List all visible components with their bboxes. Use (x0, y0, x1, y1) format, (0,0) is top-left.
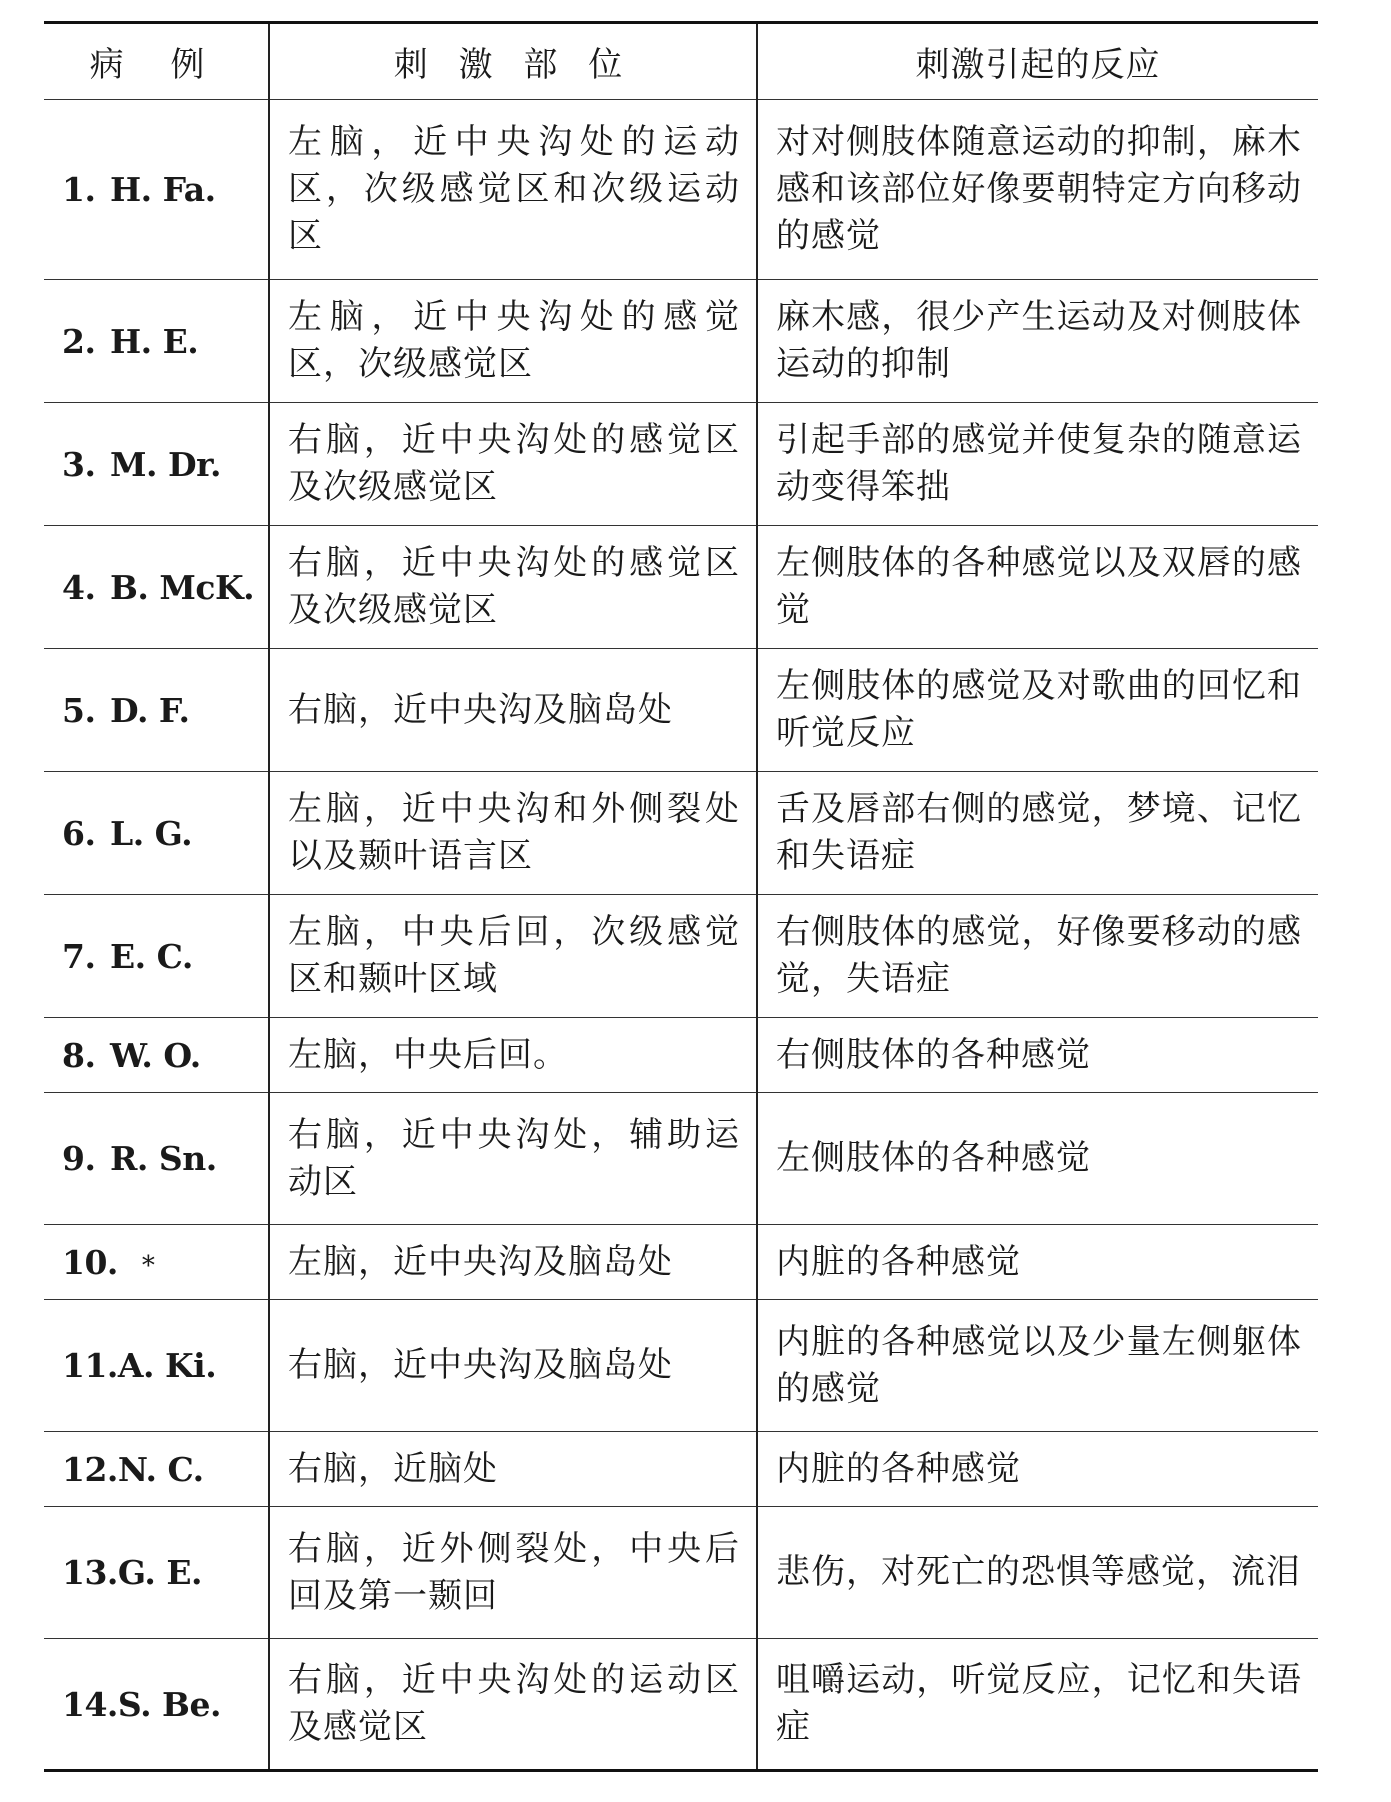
case-name: B. McK. (110, 567, 255, 607)
table-row (44, 1018, 1318, 1093)
case-number: 5. (62, 690, 96, 730)
case-cell (44, 649, 269, 772)
header-response: 刺激引起的反应 (757, 23, 1318, 100)
case-name: M. Dr. (110, 444, 221, 484)
case-number: 9. (62, 1139, 96, 1178)
table-row (44, 1507, 1318, 1639)
response-cell: 舌及唇部右侧的感觉，梦境、记忆和失语症 (757, 772, 1318, 895)
case-cell (44, 772, 269, 895)
table-row (44, 100, 1318, 280)
case-number: 3. (62, 444, 96, 484)
table-row (44, 280, 1318, 403)
case-cell (44, 403, 269, 526)
header-row (44, 23, 1318, 100)
case-cell (44, 280, 269, 403)
table-row (44, 649, 1318, 772)
header-case: 病 例 (44, 23, 269, 100)
response-cell: 左侧肢体的各种感觉以及双唇的感觉 (757, 526, 1318, 649)
site-cell: 右脑，近脑处 (269, 1432, 757, 1507)
site-cell: 右脑，近中央沟处，辅助运动区 (269, 1093, 757, 1225)
case-number: 11. (62, 1346, 118, 1385)
site-cell: 左脑，近中央沟处的运动区，次级感觉区和次级运动区 (269, 100, 757, 280)
case-number: 6. (62, 813, 96, 853)
case-name: L. G. (110, 813, 193, 853)
table-row (44, 526, 1318, 649)
case-number: 1. (62, 170, 96, 209)
site-cell: 右脑，近中央沟处的感觉区及次级感觉区 (269, 526, 757, 649)
response-cell: 内脏的各种感觉 (757, 1225, 1318, 1300)
response-cell: 悲伤，对死亡的恐惧等感觉，流泪 (757, 1507, 1318, 1639)
case-name: W. O. (110, 1035, 201, 1075)
case-name: D. F. (110, 690, 190, 730)
response-cell: 内脏的各种感觉以及少量左侧躯体的感觉 (757, 1300, 1318, 1432)
response-cell: 麻木感，很少产生运动及对侧肢体运动的抑制 (757, 280, 1318, 403)
table-row (44, 1639, 1318, 1771)
case-name: * (141, 1250, 155, 1281)
case-number: 4. (62, 567, 96, 607)
case-cell (44, 1639, 269, 1771)
response-cell: 引起手部的感觉并使复杂的随意运动变得笨拙 (757, 403, 1318, 526)
case-number: 14. (62, 1684, 118, 1724)
case-cell (44, 1225, 269, 1300)
response-cell: 咀嚼运动，听觉反应，记忆和失语症 (757, 1639, 1318, 1771)
table-row (44, 772, 1318, 895)
case-name: S. Be. (117, 1684, 221, 1724)
case-name: R. Sn. (110, 1139, 217, 1178)
case-number: 10. (62, 1242, 118, 1282)
table-row (44, 403, 1318, 526)
case-cell (44, 1507, 269, 1639)
response-cell: 左侧肢体的感觉及对歌曲的回忆和听觉反应 (757, 649, 1318, 772)
case-name: N. C. (117, 1449, 204, 1489)
site-cell: 左脑，中央后回。 (269, 1018, 757, 1093)
case-cell (44, 1432, 269, 1507)
table-row (44, 1432, 1318, 1507)
case-name: A. Ki. (117, 1346, 217, 1385)
case-name: G. E. (117, 1553, 203, 1592)
site-cell: 左脑，近中央沟及脑岛处 (269, 1225, 757, 1300)
response-cell: 内脏的各种感觉 (757, 1432, 1318, 1507)
case-number: 2. (62, 321, 96, 361)
case-name: E. C. (110, 936, 193, 976)
stimulation-table (44, 21, 1318, 1772)
table-row (44, 1225, 1318, 1300)
site-cell: 右脑，近中央沟及脑岛处 (269, 1300, 757, 1432)
site-cell: 右脑，近中央沟处的运动区及感觉区 (269, 1639, 757, 1771)
response-cell: 左侧肢体的各种感觉 (757, 1093, 1318, 1225)
case-cell (44, 1018, 269, 1093)
table-row (44, 1300, 1318, 1432)
response-cell: 对对侧肢体随意运动的抑制，麻木感和该部位好像要朝特定方向移动的感觉 (757, 100, 1318, 280)
case-cell (44, 100, 269, 280)
case-number: 13. (62, 1553, 118, 1592)
document-sheet (44, 21, 1318, 1772)
response-cell: 右侧肢体的感觉，好像要移动的感觉，失语症 (757, 895, 1318, 1018)
header-site: 刺 激 部 位 (269, 23, 757, 100)
case-cell (44, 1300, 269, 1432)
site-cell: 右脑，近中央沟处的感觉区及次级感觉区 (269, 403, 757, 526)
case-cell (44, 895, 269, 1018)
case-number: 12. (62, 1449, 118, 1489)
site-cell: 右脑，近外侧裂处，中央后回及第一颞回 (269, 1507, 757, 1639)
case-name: H. E. (110, 321, 199, 361)
table-header (44, 23, 1318, 100)
case-number: 7. (62, 936, 96, 976)
table-row (44, 1093, 1318, 1225)
site-cell: 左脑，中央后回，次级感觉区和颞叶区域 (269, 895, 757, 1018)
case-name: H. Fa. (110, 170, 216, 209)
case-cell (44, 1093, 269, 1225)
case-number: 8. (62, 1035, 96, 1075)
table-body (44, 100, 1318, 1771)
table-row (44, 895, 1318, 1018)
site-cell: 左脑，近中央沟处的感觉区，次级感觉区 (269, 280, 757, 403)
site-cell: 右脑，近中央沟及脑岛处 (269, 649, 757, 772)
site-cell: 左脑，近中央沟和外侧裂处以及颞叶语言区 (269, 772, 757, 895)
case-cell (44, 526, 269, 649)
response-cell: 右侧肢体的各种感觉 (757, 1018, 1318, 1093)
